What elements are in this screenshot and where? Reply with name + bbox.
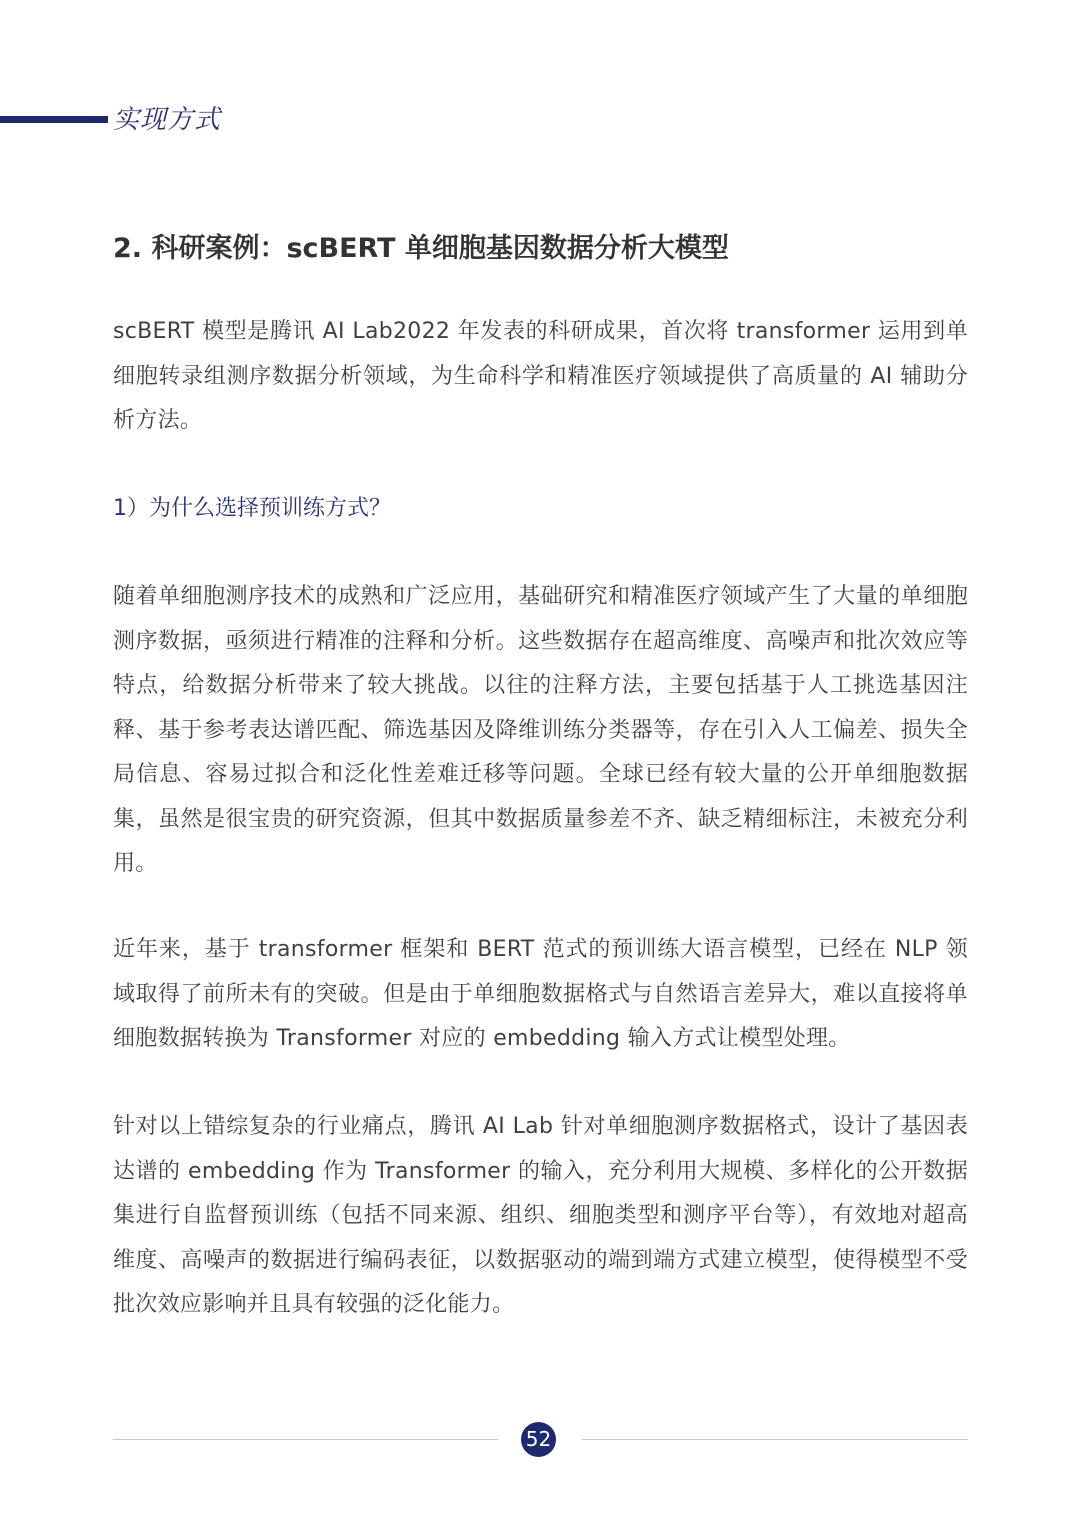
footer-divider-right [582,1439,968,1440]
page-number: 52 [521,1422,556,1457]
section-heading: 2. 科研案例：scBERT 单细胞基因数据分析大模型 [113,233,729,264]
subsection-heading: 1）为什么选择预训练方式？ [113,496,391,521]
body-paragraph-3: 针对以上错综复杂的行业痛点，腾讯 AI Lab 针对单细胞测序数据格式，设计了基因表达谱的 embedding 作为 Transformer 的输入，充分利用大规模、多样化的公开数据集进行自监督预训练（包括不同来源、组织、细胞类型和测序平台等），有效地对超高维度、高噪声的数据进行编码表征，以数据驱动的端到端方式建立模型，使得模型不受批次效应影响并且具有较强的泛化能力。 [113,1114,968,1317]
body-paragraph-2: 近年来，基于 transformer 框架和 BERT 范式的预训练大语言模型，已经在 NLP 领域取得了前所未有的突破。但是由于单细胞数据格式与自然语言差异大，难以直接将单细胞数据转换为 Transformer 对应的 embedding 输入方式让模型处理。 [113,937,968,1051]
intro-paragraph: scBERT 模型是腾讯 AI Lab2022 年发表的科研成果，首次将 transformer 运用到单细胞转录组测序数据分析领域，为生命科学和精准医疗领域提供了高质量的 AI 辅助分析方法。 [113,319,968,433]
chapter-title: 实现方式 [113,105,222,135]
footer-divider-left [113,1439,498,1440]
header-accent-bar [0,116,108,123]
body-paragraph-1: 随着单细胞测序技术的成熟和广泛应用，基础研究和精准医疗领域产生了大量的单细胞测序数据，亟须进行精准的注释和分析。这些数据存在超高维度、高噪声和批次效应等特点，给数据分析带来了较大挑战。以往的注释方法，主要包括基于人工挑选基因注释、基于参考表达谱匹配、筛选基因及降维训练分类器等，存在引入人工偏差、损失全局信息、容易过拟合和泛化性差难迁移等问题。全球已经有较大量的公开单细胞数据集，虽然是很宝贵的研究资源，但其中数据质量参差不齐、缺乏精细标注，未被充分利用。 [113,584,968,876]
